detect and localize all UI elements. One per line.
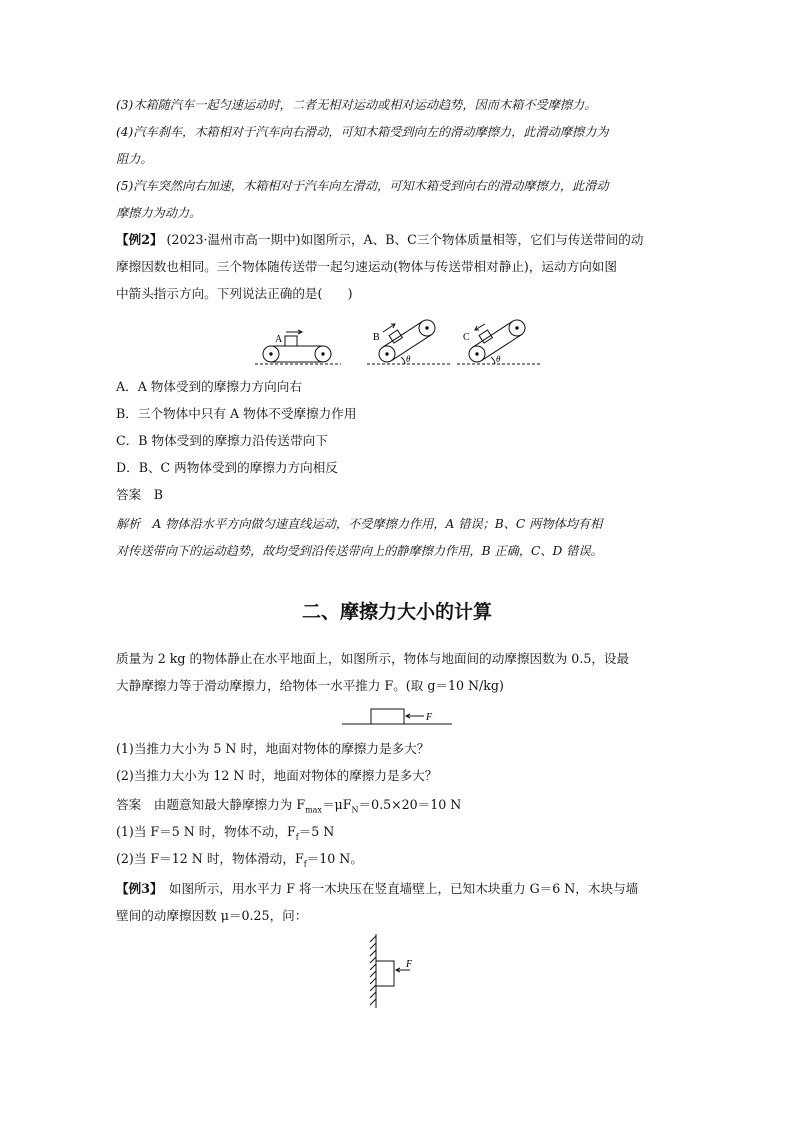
example2-answer: 答案 B: [116, 487, 164, 502]
figure-label-theta-b: θ: [406, 354, 411, 364]
answer-1: [116, 824, 680, 846]
example2-question-2: 摩擦因数也相同。三个物体随传送带一起匀速运动(物体与传送带相对静止)，运动方向如图: [116, 259, 617, 274]
answer-prefix: 答案 由题意知最大静摩擦力为 F: [116, 797, 306, 812]
answer-mid: ＝μF: [321, 797, 352, 812]
example3-line-1: [116, 881, 680, 897]
option-c: C．B 物体受到的摩擦力沿传送带向下: [116, 433, 328, 448]
text-line-4a: (4)汽车刹车，木箱相对于汽车向右滑动，可知木箱受到向左的滑动摩擦力，此滑动摩擦力为: [116, 125, 609, 139]
option-b: B．三个物体中只有 A 物体不受摩擦力作用: [116, 406, 357, 421]
problem-line-1: 质量为 2 kg 的物体静止在水平地面上，如图所示，物体与地面间的动摩擦因数为 0.5，设最: [116, 651, 630, 666]
answer-1-sub: f: [295, 832, 299, 842]
example2-tag: 【例2】: [116, 232, 163, 247]
figure-label-a: A: [275, 334, 283, 345]
problem-question-2: (2)当推力大小为 12 N 时，地面对物体的摩擦力是多大？: [116, 768, 438, 783]
answer-2-text: (2)当 F＝12 N 时，物体滑动，F: [116, 851, 304, 866]
answer-sub-n: N: [351, 805, 359, 815]
answer-sub-max: max: [305, 805, 322, 815]
option-a: A．A 物体受到的摩擦力方向向右: [116, 379, 302, 394]
example2-line-1: [116, 232, 680, 248]
figure-label-theta-c: θ: [496, 354, 501, 364]
option-d: D．B、C 两物体受到的摩擦力方向相反: [116, 460, 338, 475]
example2-analysis-2: 对传送带向下的运动趋势，故均受到沿传送带向上的静摩擦力作用，B 正确，C、D 错误。: [116, 544, 603, 558]
example3-text-1: 如图所示，用水平力 F 将一木块压在竖直墙壁上，已知木块重力 G＝6 N，木块与墙: [156, 881, 639, 896]
figure-label-c: C: [463, 332, 470, 343]
text-line-5a: (5)汽车突然向右加速，木箱相对于汽车向左滑动，可知木箱受到向右的滑动摩擦力，此滑动: [116, 179, 609, 193]
figure-label-f-floor: F: [426, 712, 433, 723]
answer-end: ＝0.5×20＝10 N: [358, 797, 462, 812]
problem-answer: [116, 797, 680, 819]
problem-line-2: 大静摩擦力等于滑动摩擦力，给物体一水平推力 F。(取 g＝10 N/kg): [116, 678, 504, 693]
answer-2-sub: f: [303, 859, 307, 869]
section-title: 二、摩擦力大小的计算: [301, 601, 492, 623]
example2-question-1: (2023·温州市高一期中)如图所示，A、B、C三个物体质量相等，它们与传送带间的动: [162, 232, 644, 247]
text-line-4b: 阻力。: [116, 152, 153, 166]
text-line-3: (3)木箱随汽车一起匀速运动时，二者无相对运动或相对运动趋势，因而木箱不受摩擦力。: [116, 98, 597, 112]
conveyor-belts-figure: [255, 318, 545, 370]
answer-2: [116, 851, 680, 873]
example2-question-3: 中箭头指示方向。下列说法正确的是( ): [116, 286, 353, 301]
block-on-wall-figure: [366, 932, 426, 1012]
answer-1-text: (1)当 F＝5 N 时，物体不动，F: [116, 824, 296, 839]
example3-tag: 【例3】: [116, 881, 157, 896]
figure-label-b: B: [373, 332, 380, 343]
example3-line-2: 壁间的动摩擦因数 μ＝0.25，问：: [116, 908, 308, 923]
figure-label-f-wall: F: [406, 959, 413, 970]
answer-1-end: ＝5 N: [298, 824, 335, 839]
block-on-floor-figure: [338, 704, 458, 730]
example2-analysis-1: 解析 A 物体沿水平方向做匀速直线运动，不受摩擦力作用，A 错误；B、C 两物体均有相: [116, 517, 603, 531]
answer-2-end: ＝10 N。: [306, 851, 363, 866]
text-line-5b: 摩擦力为动力。: [116, 206, 202, 220]
problem-question-1: (1)当推力大小为 5 N 时，地面对物体的摩擦力是多大？: [116, 741, 430, 756]
